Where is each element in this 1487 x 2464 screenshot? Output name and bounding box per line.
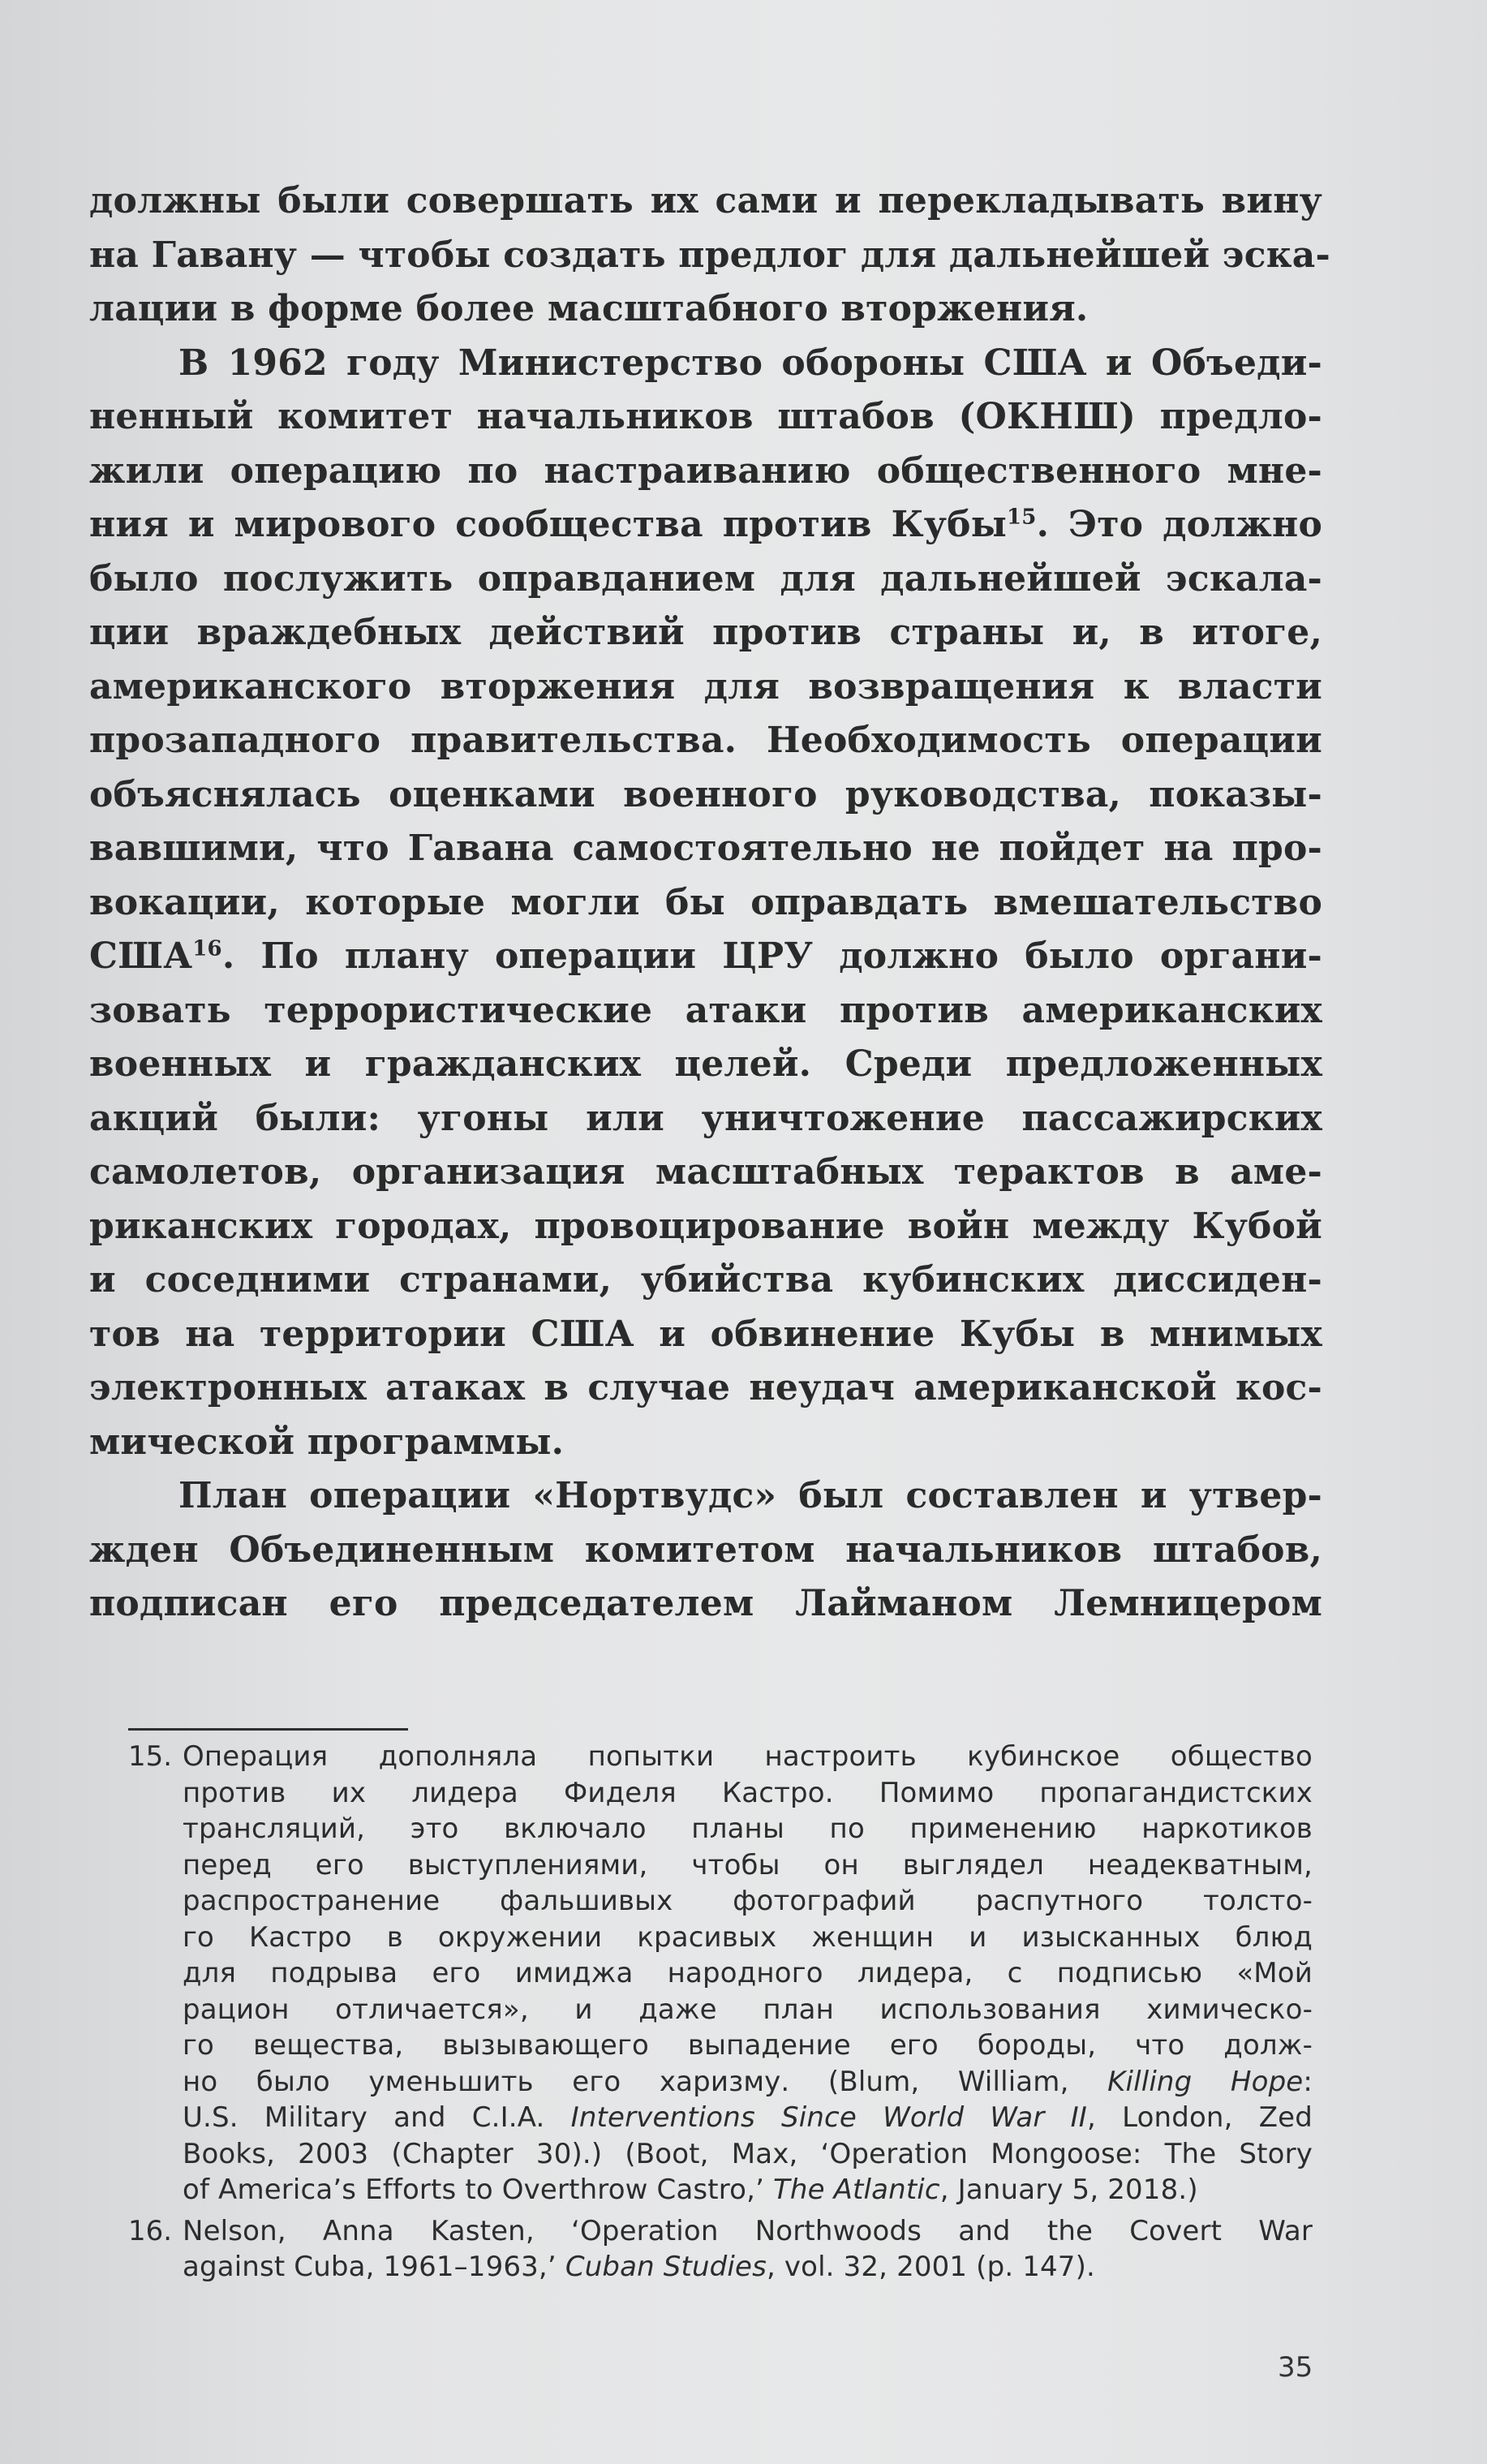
text-line: ции враждебных действий против страны и, в итоге,: [89, 612, 1322, 653]
text-line: [89, 930, 1322, 984]
text-line: и соседними странами, убийства кубинских диссиден-: [89, 1259, 1322, 1301]
footnote-line: перед его выступлениями, чтобы он выглядел неадекватным,: [183, 1848, 1313, 1881]
text-fragment: U.S. Military and C.I.A.: [183, 2101, 571, 2134]
text-line: вокации, которые могли бы оправдать вмешательство: [89, 881, 1322, 923]
text-line: жили операцию по настраиванию общественного мне-: [89, 449, 1322, 492]
text-line: прозападного правительства. Необходимость операции: [89, 720, 1322, 761]
text-line: самолетов, организация масштабных терактов в аме-: [89, 1151, 1322, 1193]
footnote-divider: [128, 1728, 408, 1731]
footnote-line: рацион отличается», и даже план использования химическо-: [183, 1993, 1313, 2026]
journal-title: Cuban Studies: [565, 2251, 767, 2283]
footnote-16: [128, 2213, 1313, 2286]
text-line: ненный комитет начальников штабов (ОКНШ) предло-: [89, 396, 1322, 437]
text-line: объяснялась оценками военного руководства, показы-: [89, 773, 1322, 815]
journal-title: The Atlantic: [773, 2174, 940, 2206]
footnote-line: Nelson, Anna Kasten, ‘Operation Northwoods and the Covert War: [183, 2214, 1313, 2247]
footnote-line: для подрыва его имиджа народного лидера, с подписью «Мой: [183, 1957, 1313, 1989]
text-line: на Гавану — чтобы создать предлог для дальнейшей эска-: [89, 234, 1330, 276]
footnote-line: го Кастро в окружении красивых женщин и изысканных блюд: [183, 1920, 1313, 1954]
footnote-line: против их лидера Фиделя Кастро. Помимо пропагандистских: [183, 1776, 1313, 1809]
text-fragment: ния и мирового сообщества против Кубы: [89, 504, 1008, 545]
text-line: лации в форме более масштабного вторжения.: [89, 288, 1089, 329]
text-line: акций были: угоны или уничтожение пассажирских: [89, 1097, 1322, 1139]
text-fragment: , London, Zed: [1086, 2101, 1313, 2134]
footnote-line: распространение фальшивых фотографий распутного толсто-: [183, 1885, 1313, 1917]
footnote-line: [183, 2064, 1313, 2101]
footnote-line: [183, 2100, 1313, 2136]
book-title: Killing Hope: [1107, 2065, 1304, 2098]
footnote-line: Операция дополняла попытки настроить кубинское общество: [183, 1740, 1313, 1773]
footnote-line: [183, 2249, 1313, 2286]
footnote-number: 16.: [128, 2214, 173, 2247]
footnote-ref-16[interactable]: 16: [192, 936, 222, 961]
text-fragment: США: [89, 935, 193, 977]
page-number: 35: [1278, 2351, 1313, 2384]
text-fragment: of America’s Efforts to Overthrow Castro,’: [183, 2174, 773, 2206]
text-line: американского вторжения для возвращения к власти: [89, 665, 1322, 707]
text-fragment: . Это должно: [1036, 504, 1322, 545]
text-fragment: :: [1303, 2065, 1313, 2098]
book-title: Interventions Since World War II: [570, 2101, 1087, 2134]
footnote-ref-15[interactable]: 15: [1007, 505, 1037, 530]
footnote-line: [183, 2172, 1313, 2208]
text-line: мической программы.: [89, 1421, 565, 1463]
footnotes: [128, 1739, 1313, 2289]
footnote-line: го вещества, вызывающего выпадение его бороды, что долж-: [183, 2029, 1313, 2062]
text-line: жден Объединенным комитетом начальников штабов,: [89, 1529, 1322, 1571]
text-line: электронных атаках в случае неудач американской кос-: [89, 1367, 1322, 1408]
footnote-number: 15.: [128, 1740, 173, 1773]
main-text: [89, 174, 1330, 1632]
text-line: вавшими, что Гавана самостоятельно не пойдет на про-: [89, 828, 1322, 869]
text-fragment: . По плану операции ЦРУ должно было органи-: [221, 935, 1322, 977]
text-line: риканских городах, провоцирование войн между Кубой: [89, 1205, 1322, 1247]
text-line: [89, 498, 1322, 553]
footnote-line: трансляций, это включало планы по применению наркотиков: [183, 1813, 1313, 1845]
text-fragment: against Cuba, 1961–1963,’: [183, 2251, 565, 2283]
text-line: тов на территории США и обвинение Кубы в мнимых: [89, 1313, 1322, 1355]
text-line: было послужить оправданием для дальнейшей эскала-: [89, 557, 1322, 600]
text-line: План операции «Нортвудс» был составлен и утвер-: [178, 1475, 1322, 1516]
footnote-line: Books, 2003 (Chapter 30).) (Boot, Max, ‘Operation Mongoose: The Story: [183, 2137, 1313, 2170]
text-line: В 1962 году Министерство обороны США и Объеди-: [178, 342, 1322, 384]
text-fragment: но было уменьшить его харизму. (Blum, William,: [183, 2065, 1108, 2098]
footnote-15: [128, 1739, 1313, 2208]
text-line: подписан его председателем Лайманом Лемницером: [89, 1583, 1322, 1624]
text-line: должны были совершать их сами и перекладывать вину: [89, 180, 1322, 221]
text-line: зовать террористические атаки против американских: [89, 989, 1322, 1031]
text-fragment: , January 5, 2018.): [939, 2174, 1198, 2206]
text-fragment: , vol. 32, 2001 (p. 147).: [766, 2251, 1095, 2283]
text-line: военных и гражданских целей. Среди предложенных: [89, 1043, 1322, 1085]
